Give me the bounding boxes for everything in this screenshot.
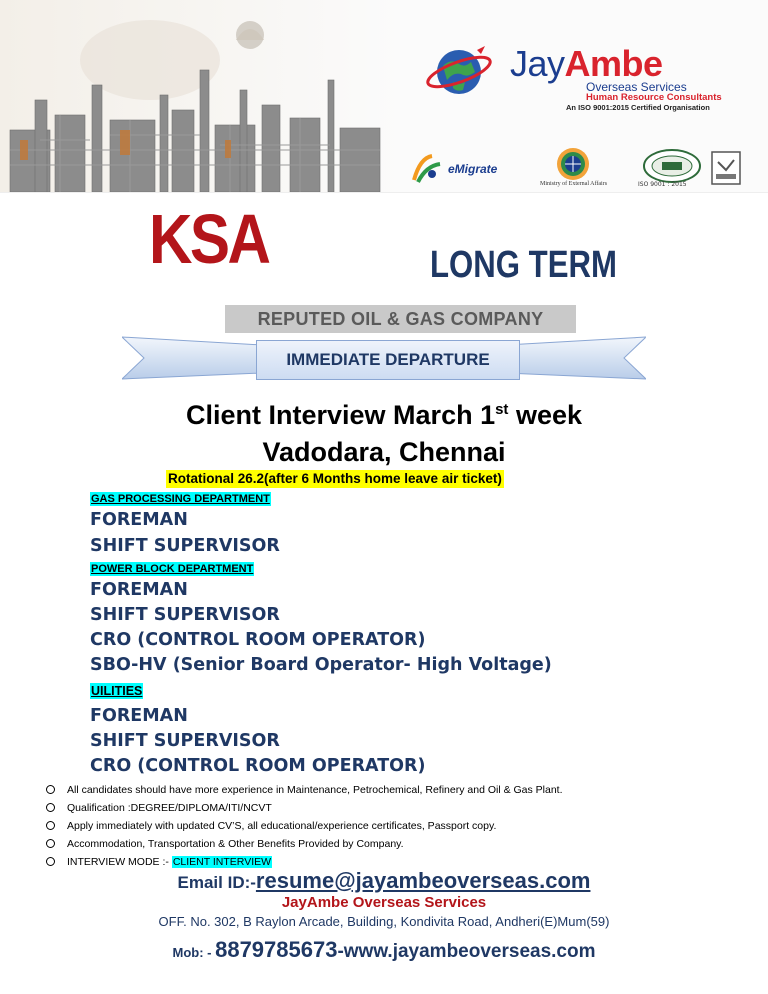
- requirement-bullet: Apply immediately with updated CV’S, all educational/experience certificates, Passport copy.: [46, 818, 496, 834]
- job-title: FOREMAN: [90, 706, 188, 726]
- contact-row: [0, 934, 768, 969]
- contract-term-heading: LONG TERM: [430, 244, 617, 286]
- rotation-note: Rotational 26.2(after 6 Months home leave air ticket): [168, 471, 502, 486]
- department-heading: UILITIES: [91, 684, 143, 698]
- footer-address: OFF. No. 302, B Raylon Arcade, Building, Kondivita Road, Andheri(E)Mum(59): [158, 914, 610, 929]
- departure-label: IMMEDIATE DEPARTURE: [256, 340, 520, 380]
- ministry-emblem-icon: [542, 146, 604, 182]
- website-link[interactable]: -www.jayambeoverseas.com: [337, 941, 596, 962]
- job-title: CRO (CONTROL ROOM OPERATOR): [90, 630, 426, 650]
- job-title: SHIFT SUPERVISOR: [90, 536, 280, 556]
- email-row: [0, 868, 768, 896]
- emigrate-label: eMigrate: [448, 162, 498, 176]
- ukas-accreditation-icon: [710, 150, 742, 186]
- interview-date-heading: Client Interview March 1st week: [186, 400, 582, 430]
- bullet-circle-icon: [46, 821, 55, 830]
- requirement-bullet: Qualification :DEGREE/DIPLOMA/ITI/NCVT: [46, 800, 272, 816]
- brand-tagline: Overseas Services: [586, 80, 687, 94]
- header-banner: [0, 0, 768, 193]
- footer-company-name: JayAmbe Overseas Services: [281, 894, 487, 911]
- job-title: SHIFT SUPERVISOR: [90, 605, 280, 625]
- brand-subtitle: Human Resource Consultants: [586, 92, 722, 103]
- emigrate-logo-icon: [410, 150, 446, 186]
- brand-name: JayAmbe: [510, 43, 663, 84]
- bullet-circle-icon: [46, 785, 55, 794]
- email-link[interactable]: resume@jayambeoverseas.com: [255, 868, 591, 893]
- mobile-number[interactable]: 8879785673: [215, 937, 338, 962]
- job-title: SBO-HV (Senior Board Operator- High Voltage): [90, 655, 552, 675]
- globe-logo-icon: [425, 42, 493, 100]
- refinery-illustration: [0, 0, 400, 192]
- requirement-bullet: All candidates should have more experience in Maintenance, Petrochemical, Refinery and Oil & Gas Plant.: [46, 782, 563, 798]
- bullet-circle-icon: [46, 857, 55, 866]
- department-heading: POWER BLOCK DEPARTMENT: [91, 563, 254, 575]
- interview-mode-value: CLIENT INTERVIEW: [172, 856, 272, 868]
- job-title: SHIFT SUPERVISOR: [90, 731, 280, 751]
- bullet-circle-icon: [46, 803, 55, 812]
- interview-cities-heading: Vadodara, Chennai: [262, 437, 506, 467]
- iso-label: ISO 9001 : 2015: [638, 181, 687, 188]
- interview-mode-bullet: INTERVIEW MODE :- CLIENT INTERVIEW: [46, 854, 272, 870]
- mobile-label: Mob: -: [172, 945, 216, 960]
- company-banner: REPUTED OIL & GAS COMPANY: [225, 305, 576, 333]
- job-title: CRO (CONTROL ROOM OPERATOR): [90, 756, 426, 776]
- country-heading: KSA: [149, 200, 269, 278]
- email-label: Email ID:-: [177, 873, 256, 892]
- job-title: FOREMAN: [90, 580, 188, 600]
- iso-certification-text: An ISO 9001:2015 Certified Organisation: [566, 103, 710, 112]
- job-title: FOREMAN: [90, 510, 188, 530]
- bullet-circle-icon: [46, 839, 55, 848]
- department-heading: GAS PROCESSING DEPARTMENT: [91, 493, 270, 505]
- ministry-label: Ministry of External Affairs: [540, 181, 608, 187]
- requirement-bullet: Accommodation, Transportation & Other Benefits Provided by Company.: [46, 836, 404, 852]
